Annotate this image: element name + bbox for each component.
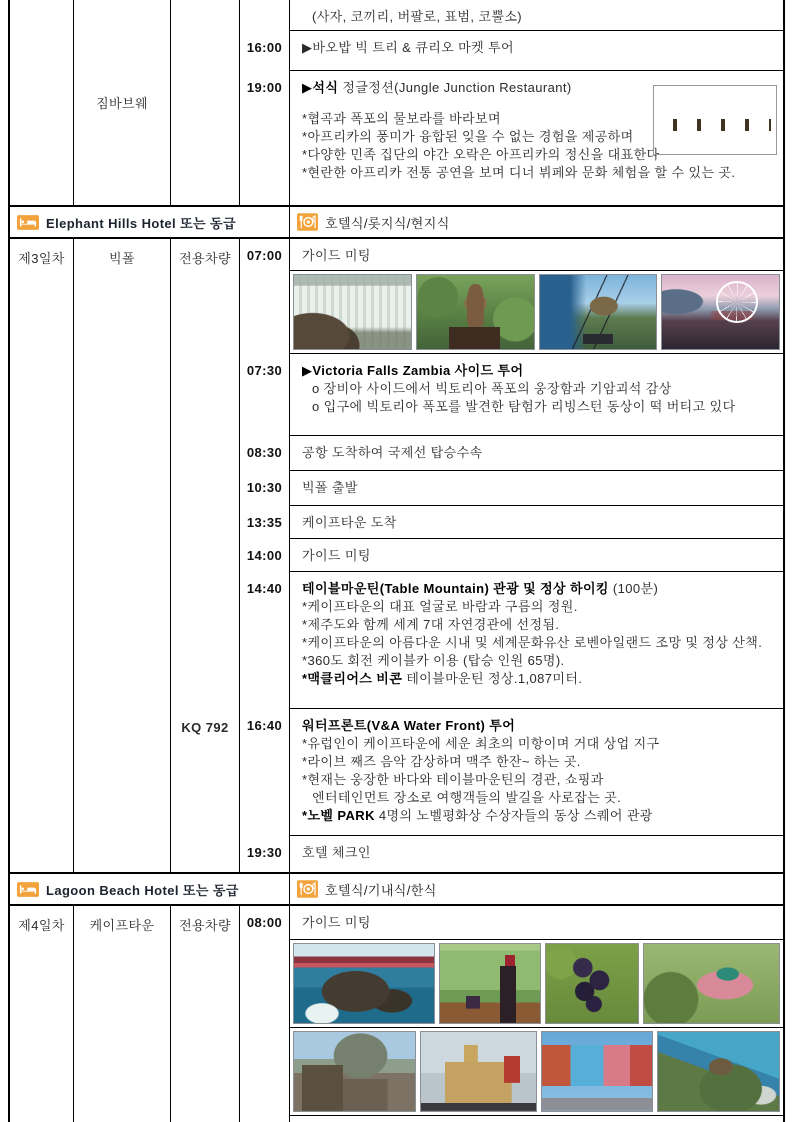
vineyard-grapes-photo <box>545 943 639 1024</box>
text: 4명의 노벨평화상 수상자들의 동상 스퀘어 관광 <box>374 808 653 823</box>
description-line <box>302 39 775 57</box>
hotel-name: Elephant Hills Hotel 또는 동급 <box>46 215 236 231</box>
text: 엔터테인먼트 장소로 여행객들의 발길을 사로잡는 곳. <box>312 790 622 805</box>
schedule-row <box>240 471 783 506</box>
schedule-row <box>240 709 783 836</box>
schedule-row <box>240 31 783 71</box>
description-cell <box>290 239 783 271</box>
schedule-rows <box>240 0 783 205</box>
transport-cell <box>171 906 240 1122</box>
text: 케이프타운 도착 <box>302 515 397 530</box>
day-cell <box>10 0 74 205</box>
lions-head-aerial-photo <box>657 1031 780 1112</box>
description-cell <box>290 31 783 71</box>
time-cell: 14:00 <box>240 539 290 572</box>
schedule-rows <box>240 906 783 1122</box>
text: *협곡과 폭포의 물보라를 바라보며 <box>302 111 501 126</box>
location-label: 케이프타운 <box>89 918 155 933</box>
time-cell: 08:30 <box>240 436 290 471</box>
text: *360도 회전 케이블카 이용 (탑승 인원 65명). <box>302 653 565 668</box>
location-cell <box>74 239 171 872</box>
description-line <box>302 670 775 688</box>
time-cell <box>240 0 290 31</box>
text: *현재는 웅장한 바다와 테이블마운틴의 경관, 쇼핑과 <box>302 772 604 787</box>
day-label: 제3일차 <box>18 251 65 266</box>
description-line <box>302 8 775 26</box>
description-line <box>302 753 775 771</box>
schedule-row <box>240 539 783 572</box>
hotel-cell <box>10 207 290 237</box>
text: (100분) <box>608 581 659 596</box>
description-line <box>302 479 775 497</box>
meal-plan: 호텔식/롯지식/현지식 <box>325 215 450 231</box>
location-cell <box>74 0 171 205</box>
city-hall-photo <box>420 1031 537 1112</box>
text: o 장비아 사이드에서 빅토리아 폭포의 웅장함과 기암괴석 감상 <box>312 381 672 396</box>
description-line <box>302 514 775 532</box>
day-cell <box>10 906 74 1122</box>
schedule-row <box>240 436 783 471</box>
description-line <box>302 616 775 634</box>
description-line <box>302 735 775 753</box>
description-line <box>302 598 775 616</box>
description-cell <box>290 836 783 872</box>
livingstone-statue-photo <box>416 274 535 350</box>
description-cell <box>290 71 783 205</box>
bold-text: ▶석식 <box>302 80 339 95</box>
schedule-row <box>240 239 783 271</box>
description-line <box>302 652 775 670</box>
description-cell <box>290 506 783 539</box>
waterfront-ferris-wheel-photo <box>661 274 780 350</box>
jungle-junction-night-photo <box>653 85 777 155</box>
description-cell <box>290 906 783 940</box>
description-line <box>302 789 775 807</box>
description-line <box>302 444 775 462</box>
schedule-row <box>240 940 783 1028</box>
winelands-tasting-photo <box>439 943 541 1024</box>
schedule-row <box>240 1116 783 1122</box>
time-cell: 19:30 <box>240 836 290 872</box>
hotel-bar <box>10 872 783 906</box>
text: 테이블마운틴 정상.1,087미터. <box>402 671 583 686</box>
schedule-row <box>240 906 783 940</box>
sunbird-protea-photo <box>643 943 780 1024</box>
meal-plan: 호텔식/기내식/한식 <box>325 882 437 898</box>
photo-strip <box>290 271 783 354</box>
bold-text: 테이블마운틴(Table Mountain) 관광 및 정상 하이킹 <box>302 581 609 596</box>
text: *라이브 째즈 음악 감상하며 맥주 한잔~ 하는 곳. <box>302 754 581 769</box>
schedule-row <box>240 71 783 205</box>
itinerary-table <box>8 0 785 1122</box>
transport-label: 전용차량 <box>179 251 231 266</box>
text: *아프리카의 풍미가 융합된 잊을 수 없는 경험을 제공하며 <box>302 129 634 144</box>
table-mountain-cableway-photo <box>539 274 658 350</box>
bold-text: ▶Victoria Falls Zambia 사이드 투어 <box>302 363 524 378</box>
description-line <box>302 717 775 735</box>
hotel-name: Lagoon Beach Hotel 또는 동급 <box>46 882 239 898</box>
bed-icon <box>17 215 39 230</box>
victoria-falls-photo <box>293 274 412 350</box>
description-line <box>302 247 775 265</box>
time-cell <box>240 1028 290 1116</box>
text: 호텔 체크인 <box>302 845 371 860</box>
day-cell <box>10 239 74 872</box>
text: 가이드 미팅 <box>302 915 371 930</box>
flight-code: KQ 792 <box>181 720 229 735</box>
time-cell <box>240 940 290 1028</box>
location-label: 빅폴 <box>109 251 135 266</box>
castle-of-good-hope-photo <box>293 1031 416 1112</box>
description-cell <box>290 436 783 471</box>
day-label: 제4일차 <box>18 918 65 933</box>
description-line <box>302 380 775 398</box>
time-cell: 13:35 <box>240 506 290 539</box>
description-cell <box>290 709 783 836</box>
time-cell: 10:30 <box>240 471 290 506</box>
bold-text: 워터프론트(V&A Water Front) 투어 <box>302 718 516 733</box>
hotel-bar <box>10 205 783 239</box>
description-line <box>302 164 775 182</box>
hotel-cell <box>10 874 290 904</box>
description-line <box>302 844 775 862</box>
description-line <box>302 634 775 652</box>
meal-cell <box>290 207 783 237</box>
text: 가이드 미팅 <box>302 548 371 563</box>
description-line <box>302 580 775 598</box>
restaurant-icon <box>297 880 318 898</box>
description-line <box>302 807 775 825</box>
description-line <box>302 362 775 380</box>
description-line <box>302 771 775 789</box>
description-cell <box>290 572 783 709</box>
location-label: 짐바브웨 <box>96 96 148 111</box>
text: 가이드 미팅 <box>302 248 371 263</box>
description-line <box>302 914 775 932</box>
text: *제주도와 함께 세계 7대 자연경관에 선정됨. <box>302 617 560 632</box>
schedule-row <box>240 506 783 539</box>
itinerary-section <box>10 239 783 872</box>
description-cell <box>290 539 783 572</box>
description-line <box>302 398 775 416</box>
description-cell <box>290 0 783 31</box>
schedule-row <box>240 836 783 872</box>
text: ▶바오밥 빅 트리 & 큐리오 마켓 투어 <box>302 40 514 55</box>
description-cell <box>290 354 783 436</box>
text: *유럽인이 케이프타운에 세운 최초의 미항이며 거대 상업 지구 <box>302 736 660 751</box>
description-cell <box>290 1116 783 1122</box>
time-cell: 08:00 <box>240 906 290 940</box>
transport-cell <box>171 239 240 872</box>
time-cell: 16:40 <box>240 709 290 836</box>
schedule-rows <box>240 239 783 872</box>
schedule-row <box>240 354 783 436</box>
transport-cell <box>171 0 240 205</box>
text: 빅폴 출발 <box>302 480 358 495</box>
schedule-row <box>240 271 783 354</box>
text: *케이프타운의 대표 얼굴로 바람과 구름의 정원. <box>302 599 578 614</box>
text: *다양한 민족 집단의 야간 오락은 아프리카의 정신을 대표한다 <box>302 147 660 162</box>
bold-text: *노벨 PARK <box>302 808 375 823</box>
bed-icon <box>17 882 39 897</box>
photo-strip <box>290 940 783 1028</box>
location-cell <box>74 906 171 1122</box>
bo-kaap-houses-photo <box>541 1031 653 1112</box>
description-line <box>302 547 775 565</box>
time-cell: 07:00 <box>240 239 290 271</box>
schedule-row <box>240 572 783 709</box>
restaurant-icon <box>297 213 318 231</box>
time-cell: 19:00 <box>240 71 290 205</box>
time-cell <box>240 271 290 354</box>
text: o 입구에 빅토리아 폭포를 발견한 탐험가 리빙스턴 동상이 떡 버티고 있다 <box>312 399 736 414</box>
text: *케이프타운의 아름다운 시내 및 세계문화유산 로벤아일랜드 조망 및 정상 산책. <box>302 635 763 650</box>
itinerary-section <box>10 906 783 1122</box>
time-cell <box>240 1116 290 1122</box>
time-cell: 14:40 <box>240 572 290 709</box>
text: (사자, 코끼리, 버팔로, 표범, 코뿔소) <box>312 9 523 24</box>
time-cell: 16:00 <box>240 31 290 71</box>
schedule-row <box>240 1028 783 1116</box>
photo-strip <box>290 1028 783 1116</box>
seal-island-boat-photo <box>293 943 435 1024</box>
text: 정글정션(Jungle Junction Restaurant) <box>338 80 572 95</box>
description-cell <box>290 471 783 506</box>
bold-text: *맥클리어스 비콘 <box>302 671 403 686</box>
time-cell: 07:30 <box>240 354 290 436</box>
meal-cell <box>290 874 783 904</box>
schedule-row <box>240 0 783 31</box>
transport-label: 전용차량 <box>179 918 231 933</box>
text: *현란한 아프리카 전통 공연을 보며 디너 뷔페와 문화 체험을 할 수 있는 곳. <box>302 165 736 180</box>
itinerary-section <box>10 0 783 205</box>
text: 공항 도착하여 국제선 탑승수속 <box>302 445 483 460</box>
